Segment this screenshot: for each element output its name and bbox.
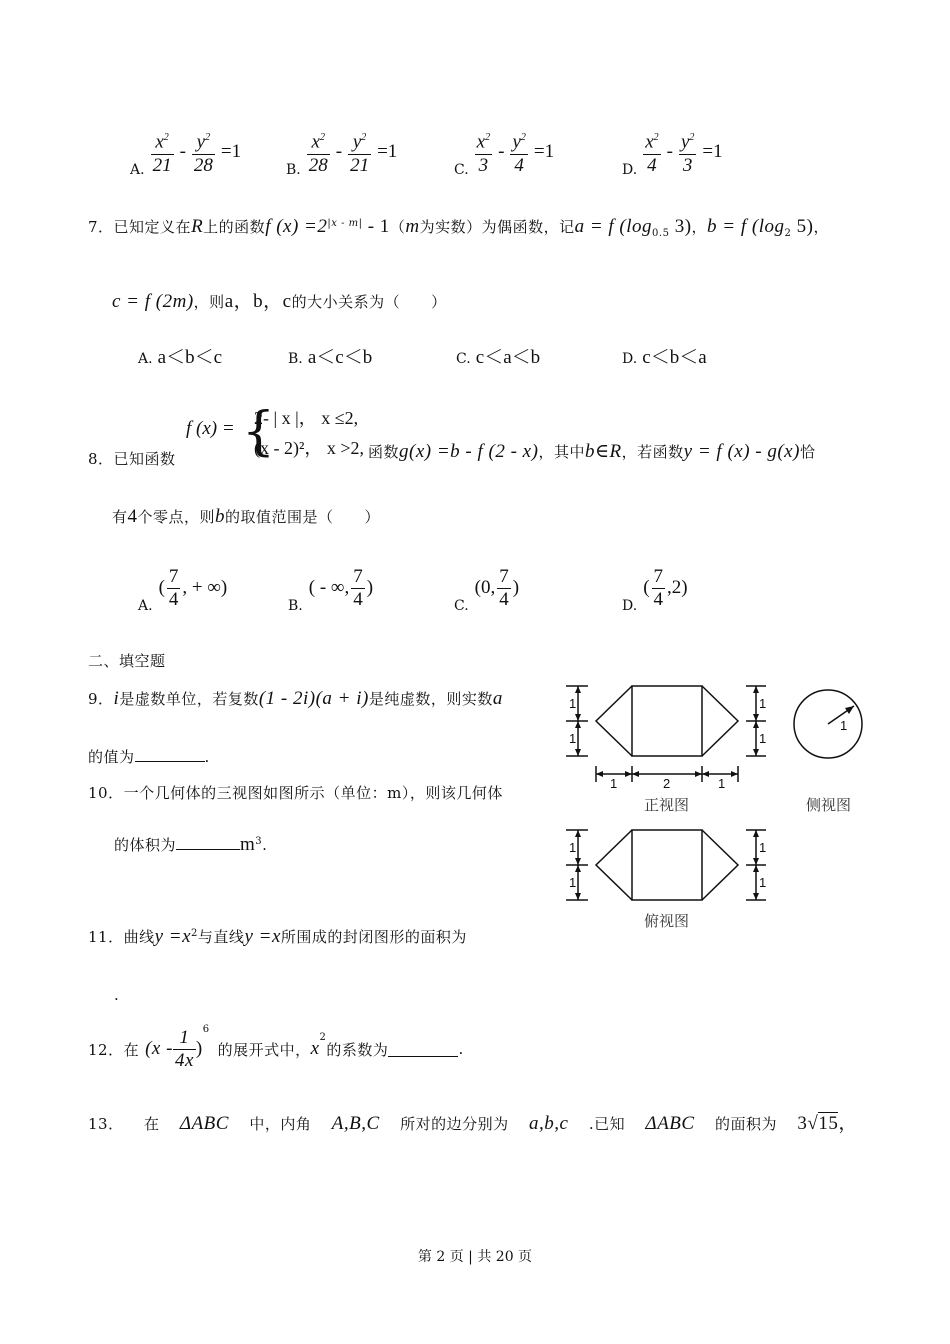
fraction: $\frac{y^2}{21}$ xyxy=(348,127,371,176)
q8-num: 8．已知函数 xyxy=(88,450,176,468)
q8-option-d: D. ( $\frac{7}{4}$ ,2) xyxy=(622,565,688,614)
dim-label: 1 xyxy=(718,776,726,791)
q8-option-b: B. ( - ∞, $\frac{7}{4}$ ) xyxy=(288,565,374,614)
q8-line1-rest: 函数g(x) =b - f (2 - x)，其中b∈R，若函数y = f (x) - g(x)恰 xyxy=(368,441,816,462)
q6-options xyxy=(130,126,830,186)
sqrt-icon: √ xyxy=(807,1113,819,1134)
q10-line2: 的体积为 $m^3$. xyxy=(114,834,268,855)
dimension-arrowheads xyxy=(575,686,854,900)
q7-option-d: D. c＜b＜a xyxy=(622,347,707,368)
dim-label: 1 xyxy=(759,696,767,711)
q11-end: . xyxy=(114,986,120,1004)
q7-option-a: A. a＜b＜c xyxy=(138,347,223,368)
top-view-label: 俯视图 xyxy=(644,913,690,930)
top-view-shape xyxy=(596,830,738,900)
radius-label: 1 xyxy=(840,718,848,733)
fraction: $\frac{x^2}{21}$ xyxy=(151,127,174,176)
fraction: $\frac{y^2}{28}$ xyxy=(192,127,215,176)
dim-label: 1 xyxy=(569,840,577,855)
fraction: $\frac{x^2}{28}$ xyxy=(307,127,330,176)
q6-option-a: A. $\frac{x^2}{21}$ - $\frac{y^2}{28}$ =1 xyxy=(130,126,241,178)
page-footer: 第 2 页 | 共 20 页 xyxy=(417,1249,533,1265)
q8-line2: 有4个零点，则b的取值范围是（ ） xyxy=(112,506,381,527)
q7-line1: 7．已知定义在R上的函数f $(x) =2^{|x - m|} - 1(m$为实数）为偶函数，记a = f ($\log_{0.5}$ 3)，b = f ($\log_2$ 5)， xyxy=(88,216,829,239)
q11-line1: 11．曲线$y =x^2$与直线y =x所围成的封闭图形的面积为 xyxy=(88,926,467,947)
q7-options xyxy=(138,342,838,372)
q10-line1: 10．一个几何体的三视图如图所示（单位：m），则该几何体 xyxy=(88,784,503,802)
dim-label: 1 xyxy=(759,731,767,746)
dim-label: 1 xyxy=(569,875,577,890)
three-view-figure xyxy=(560,676,880,940)
answer-blank[interactable] xyxy=(135,747,205,762)
q7-option-b: B. a＜c＜b xyxy=(288,347,373,368)
q8-option-c: C. (0, $\frac{7}{4}$ ) xyxy=(454,565,520,614)
q6-option-b: B. $\frac{x^2}{28}$ - $\frac{y^2}{21}$ =1 xyxy=(286,126,397,178)
q6-option-d: D. $\frac{x^2}{4}$ - $\frac{y^2}{3}$ =1 xyxy=(622,126,723,178)
fraction: $\frac{x^2}{4}$ xyxy=(643,127,660,176)
dim-label: 1 xyxy=(610,776,618,791)
answer-blank[interactable] xyxy=(176,835,240,850)
dim-label: 1 xyxy=(759,840,767,855)
answer-blank[interactable] xyxy=(388,1042,458,1057)
fraction: $\frac{y^2}{4}$ xyxy=(510,127,527,176)
q9-line2: 的值为 . xyxy=(88,748,210,766)
q13-line: 13． 在 ΔABC 中，内角 A,B,C 所对的边分别为 a,b,c .已知 ΔABC 的面积为 3√15， xyxy=(88,1108,858,1135)
section-heading: 二、填空题 xyxy=(88,652,166,670)
q12-line: 12． 在 (x - $\frac{1}{4x}$ ) 6 的展开式中， x 2 的系数为 . xyxy=(88,1024,464,1071)
area-expression: 3√15， xyxy=(797,1113,858,1134)
q9-line1: 9．i是虚数单位，若复数(1 - 2i)(a + i)是纯虚数，则实数a xyxy=(88,688,503,709)
dim-label: 1 xyxy=(569,696,577,711)
dim-label: 2 xyxy=(663,776,671,791)
front-view-shape xyxy=(596,686,738,756)
dim-label: 1 xyxy=(759,875,767,890)
brace-icon: { xyxy=(242,402,276,462)
q6-option-c: C. $\frac{x^2}{3}$ - $\frac{y^2}{4}$ =1 xyxy=(454,126,554,178)
q8-option-a: A. ( $\frac{7}{4}$ , + ∞) xyxy=(138,565,228,614)
fraction: $\frac{y^2}{3}$ xyxy=(679,127,696,176)
side-view-label: 侧视图 xyxy=(806,797,852,814)
dim-label: 1 xyxy=(569,731,577,746)
q8-options xyxy=(138,562,838,612)
q7-line2: c = f (2m)，则a，b，c的大小关系为（ ） xyxy=(112,291,447,312)
front-view-label: 正视图 xyxy=(644,797,690,814)
q7-option-c: C. c＜a＜b xyxy=(456,347,541,368)
fraction: $\frac{x^2}{3}$ xyxy=(475,127,492,176)
